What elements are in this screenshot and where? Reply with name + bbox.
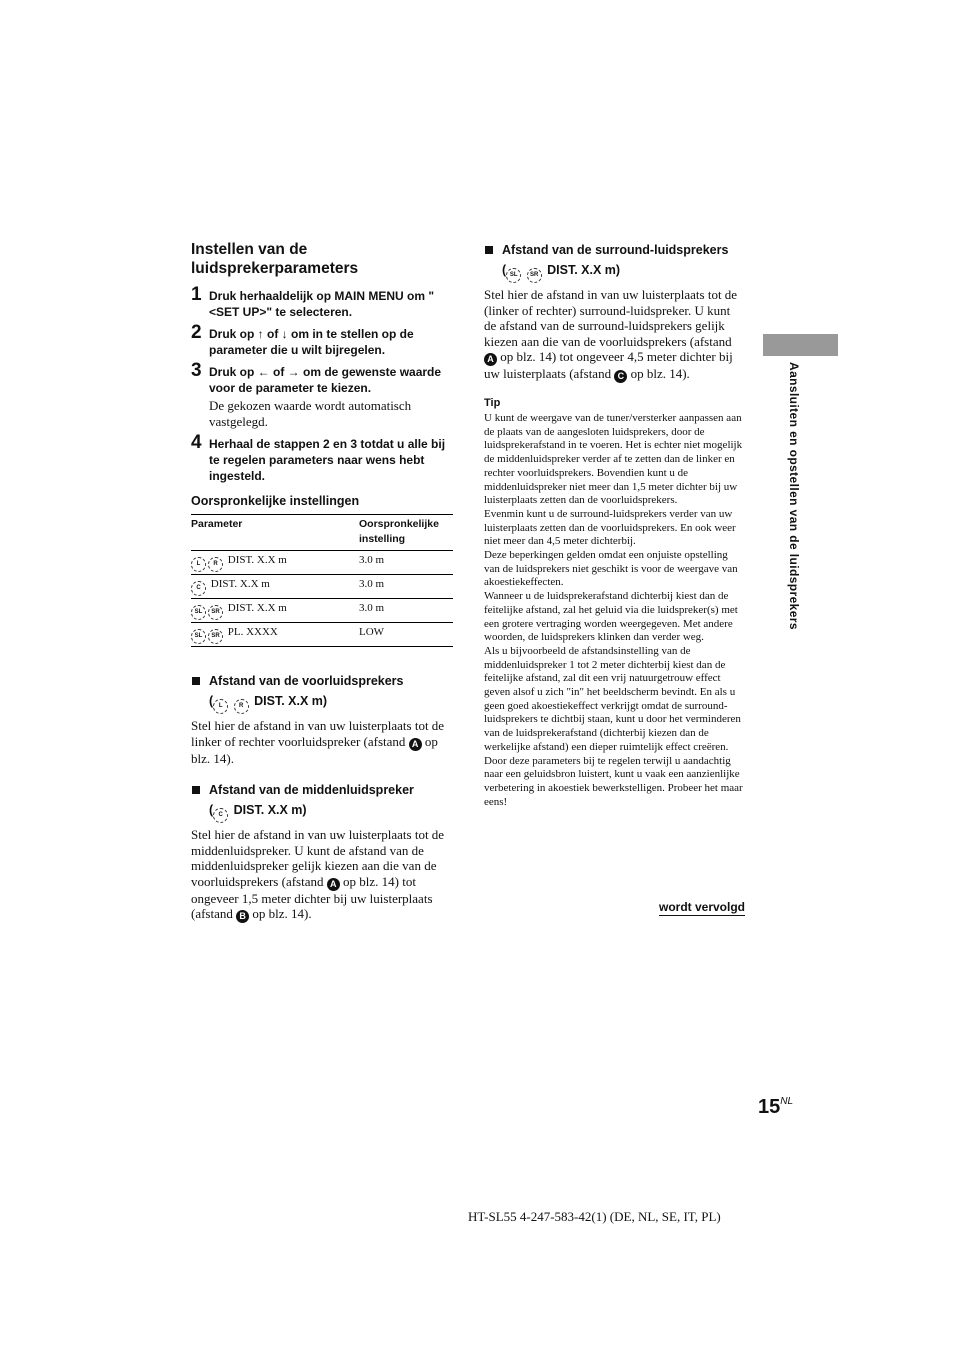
- step-number: 1: [191, 284, 202, 305]
- speaker-icon: C: [213, 808, 228, 823]
- tip-title: Tip: [484, 397, 501, 409]
- tip-paragraph: Wanneer u de luidsprekerafstand dichterbij kiest dan de feitelijke afstand, zal het geluid via die luidspreker(s) met een grotere vertraging worden weergegeven. Met andere woorden, de luidsprekers klinken dan verder weg.: [484, 590, 738, 644]
- bullet-square-icon: [192, 786, 200, 794]
- right-column: [484, 240, 745, 809]
- step-4: [191, 432, 453, 484]
- step-text: Druk op ← of → om de gewenste waarde voor de parameter te kiezen.: [209, 365, 442, 395]
- table-header: [191, 515, 453, 551]
- bullet-square-icon: [192, 677, 200, 685]
- speaker-icon: C: [191, 581, 206, 596]
- center-speaker-text: Stel hier de afstand in van uw luisterplaats tot de middenluidspreker. U kunt de afstand van de middenluidspreker gelijk kiezen aan die van de voorluidsprekers (afstand A op blz. 14) tot ongeveer 1,5 meter dichter bij uw luisterplaats (afstand B op blz. 14).: [191, 827, 445, 921]
- center-speaker-heading: [191, 780, 453, 823]
- col-setting: Oorspronkelijke instelling: [355, 515, 453, 551]
- heading-sub: ( C DIST. X.X m): [209, 800, 453, 823]
- tip-paragraph: Als u bijvoorbeeld de afstandsinstelling van de middenluidspreker 1 tot 2 meter dichterbij kiest dan de feitelijke afstand, zal dit een vrij natuurgetrouw effect geven alsof u zich "in" het beeldscherm bevindt. En als u geen goed akoestiekeffect verkrijgt omdat de surround-luidsprekers te dichtbij staan, kunt u door het verminderen van de luidsprekerafstand (dichterbij kiezen dan de werkelijke afstand) een dieper ruimtelijk effect creëren.: [484, 644, 741, 753]
- continued-label: wordt vervolgd: [658, 900, 745, 914]
- speaker-icon: SL: [191, 629, 206, 644]
- section-title: Instellen van de luidsprekerparameters: [191, 241, 359, 277]
- surround-speaker-text: Stel hier de afstand in van uw luisterplaats tot de (linker of rechter) surround-luidspreker. U kunt de afstand van de surround-luidsprekers gelijk kiezen aan die van de voorluidsprekers (afstand A op blz. 14) tot ongeveer 4,5 meter dichter bij uw luisterplaats (afstand C op blz. 14).: [484, 287, 738, 381]
- col-parameter: Parameter: [191, 515, 355, 551]
- heading-text: Afstand van de middenluidspreker: [209, 783, 414, 797]
- speaker-icon: SR: [208, 605, 223, 620]
- step-number: 3: [191, 360, 202, 381]
- page-lang: NL: [780, 1096, 794, 1107]
- speaker-icon: SR: [208, 629, 223, 644]
- chapter-tab: [763, 334, 838, 356]
- surround-speaker-heading: [484, 240, 745, 283]
- front-speaker-heading: [191, 671, 453, 714]
- step-text: Herhaal de stappen 2 en 3 totdat u alle bij te regelen parameters naar wens hebt ingesteld.: [209, 437, 446, 483]
- param-label: DIST. X.X m: [227, 554, 287, 566]
- table-row: [191, 551, 453, 575]
- circle-letter-icon: B: [236, 910, 249, 923]
- circle-letter-icon: A: [327, 878, 340, 891]
- speaker-icon: L: [213, 699, 228, 714]
- circle-letter-icon: A: [484, 353, 497, 366]
- table-row: [191, 599, 453, 623]
- circle-letter-icon: A: [409, 738, 422, 751]
- circle-letter-icon: C: [614, 370, 627, 383]
- step-3: [191, 360, 453, 430]
- step-number: 4: [191, 432, 202, 453]
- bullet-square-icon: [485, 246, 493, 254]
- table-row: [191, 623, 453, 647]
- step-2: [191, 322, 453, 358]
- param-label: DIST. X.X m: [227, 602, 287, 614]
- step-note: De gekozen waarde wordt automatisch vastgelegd.: [209, 398, 412, 429]
- speaker-icon: SL: [506, 268, 521, 283]
- page-number: $15^{NL}$: [758, 1096, 794, 1118]
- step-text: Druk op ↑ of ↓ om in te stellen op de parameter die u wilt bijregelen.: [209, 327, 414, 357]
- param-value: 3.0 m: [355, 551, 453, 575]
- tip-paragraph: Deze beperkingen gelden omdat een onjuiste opstelling van de luidsprekers niet geschikt is voor de weergave van akoestiekeffecten.: [484, 549, 738, 589]
- step-text: Druk herhaaldelijk op MAIN MENU om "<SET UP>" te selecteren.: [209, 289, 435, 319]
- table-title: Oorspronkelijke instellingen: [191, 494, 360, 508]
- param-value: LOW: [355, 623, 453, 647]
- heading-sub: ( SL SR DIST. X.X m): [502, 260, 745, 283]
- tip-paragraph: Evenmin kunt u de surround-luidsprekers verder van uw luisterplaats zetten dan de voorluidsprekers. En ook weer niet meer dan 4,5 meter dichterbij.: [484, 507, 736, 548]
- footer-model: HT-SL55 4-247-583-42(1) (DE, NL, SE, IT, PL): [468, 1209, 721, 1224]
- speaker-icon: SR: [527, 268, 542, 283]
- table-row: [191, 575, 453, 599]
- heading-sub: ( L R DIST. X.X m): [209, 691, 453, 714]
- param-label: PL. XXXX: [227, 626, 278, 638]
- heading-text: Afstand van de surround-luidsprekers: [502, 243, 729, 257]
- param-value: 3.0 m: [355, 575, 453, 599]
- settings-table: [191, 514, 453, 647]
- param-label: DIST. X.X m: [210, 578, 270, 590]
- left-column: [191, 240, 453, 923]
- tip-paragraph: U kunt de weergave van de tuner/versterker aanpassen aan de plaats van de aangesloten luidsprekers, door de luidsprekerafstand in te voeren. Het is echter niet mogelijk de middenluidspreker verder af te zetten dan de linker en rechter voorluidsprekers. Bovendien kunt u de middenluidspreker niet meer dan 1,5 meter dichter bij uw luisterplaats zetten dan de voorluidsprekers.: [484, 412, 743, 507]
- heading-text: Afstand van de voorluidsprekers: [209, 674, 404, 688]
- tip-paragraph: Door deze parameters bij te regelen terwijl u aandachtig naar een geluidsbron luistert, kunt u vaak een aanzienlijke verbetering in akoestiek bewerkstelligen. Probeer het maar eens!: [484, 754, 743, 808]
- speaker-icon: R: [234, 699, 249, 714]
- speaker-icon: R: [208, 557, 223, 572]
- front-speaker-text: Stel hier de afstand in van uw luisterplaats tot de linker of rechter voorluidspreker (afstand A op blz. 14).: [191, 718, 445, 766]
- speaker-icon: L: [191, 557, 206, 572]
- step-1: [191, 284, 453, 320]
- step-number: 2: [191, 322, 202, 343]
- speaker-icon: SL: [191, 605, 206, 620]
- param-value: 3.0 m: [355, 599, 453, 623]
